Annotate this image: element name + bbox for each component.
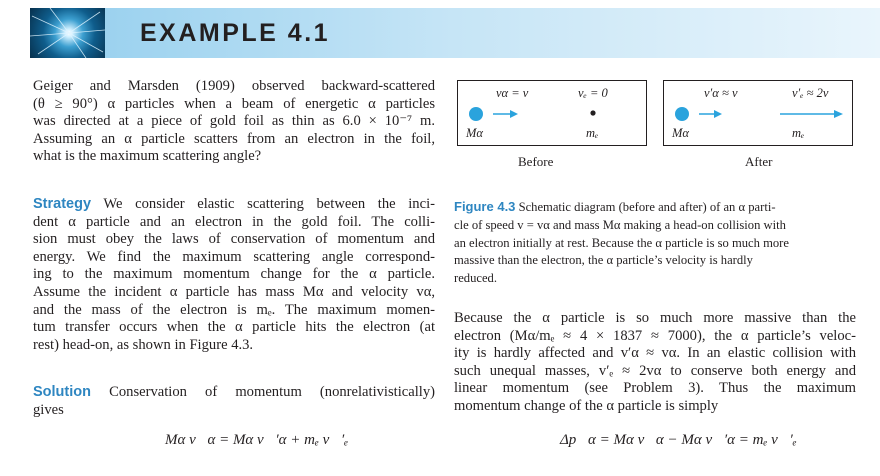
solution-label: Solution bbox=[33, 384, 91, 400]
discussion-paragraph bbox=[454, 310, 856, 416]
starburst-icon bbox=[30, 8, 105, 58]
discussion-line: Because the α particle is so much more massive than the bbox=[454, 310, 856, 326]
strategy-line: dent α particle and an electron in the gold foil. The colli- bbox=[33, 213, 435, 230]
solution-line: Conservation of momentum (nonrelativistically) bbox=[91, 384, 435, 400]
strategy-line: sion must obey the laws of conservation of momentum and bbox=[33, 231, 435, 248]
electron-velocity-after: v′ₑ ≈ 2v bbox=[792, 86, 829, 100]
caption-line: cle of speed v = vα and mass Mα making a head-on collision with bbox=[454, 217, 786, 232]
problem-statement bbox=[33, 78, 435, 166]
electron-mass-after: mₑ bbox=[792, 126, 805, 140]
before-label: Before bbox=[518, 154, 554, 169]
solution-paragraph bbox=[33, 384, 435, 419]
caption-line: Schematic diagram (before and after) of an α parti- bbox=[515, 200, 776, 214]
discussion-line: such unequal masses, v′ₑ ≈ 2vα to conserve both energy and bbox=[454, 362, 856, 379]
strategy-paragraph bbox=[33, 196, 435, 354]
example-title: EXAMPLE 4.1 bbox=[140, 19, 331, 47]
strategy-line: and the mass of the electron is mₑ. The maximum momen- bbox=[33, 301, 435, 318]
after-label: After bbox=[745, 154, 773, 169]
alpha-velocity-after: v′α ≈ v bbox=[704, 86, 738, 100]
electron-mass-before: mₑ bbox=[586, 126, 599, 140]
problem-line: was directed at a piece of gold foil as thin as 6.0 × 10⁻⁷ m. bbox=[33, 113, 435, 130]
discussion-line: linear momentum (see Problem 3). Thus the maximum bbox=[454, 380, 856, 397]
discussion-line: electron (Mα/mₑ ≈ 4 × 1837 ≈ 7000), the α particle’s veloc- bbox=[454, 327, 856, 344]
alpha-mass-after: Mα bbox=[672, 126, 689, 140]
strategy-line: We consider elastic scattering between the inci- bbox=[91, 196, 435, 212]
strategy-label: Strategy bbox=[33, 196, 92, 212]
figure-label: Figure 4.3 bbox=[454, 199, 516, 214]
caption-line: massive than the electron, the α particle’s velocity is hardly bbox=[454, 253, 753, 268]
alpha-velocity-before: vα = v bbox=[496, 86, 529, 100]
before-panel bbox=[457, 80, 647, 146]
strategy-line: ing to the maximum momentum change for the α particle. bbox=[33, 266, 435, 283]
problem-line: (θ ≥ 90°) α particles when a beam of energetic α particles bbox=[33, 95, 435, 112]
electron-velocity-before: vₑ = 0 bbox=[578, 86, 608, 100]
example-header bbox=[30, 8, 880, 58]
momentum-conservation-equation: Mα v⃗α = Mα v⃗′α + mₑ v⃗′ₑ bbox=[165, 432, 349, 448]
caption-line: an electron initially at rest. Because the α particle is so much more bbox=[454, 235, 789, 250]
figure-caption bbox=[454, 198, 854, 288]
solution-line: gives bbox=[33, 401, 64, 418]
strategy-line: rest) head-on, as shown in Figure 4.3. bbox=[33, 336, 254, 353]
strategy-line: Assume the incident α particle has mass Mα and velocity vα, bbox=[33, 283, 435, 300]
discussion-line: ity is hardly affected and v′α ≈ vα. In an elastic collision with bbox=[454, 345, 856, 362]
alpha-mass-before: Mα bbox=[466, 126, 483, 140]
problem-line: Assuming an α particle scatters from an electron in the foil, bbox=[33, 130, 435, 147]
strategy-line: energy. We find the maximum scattering angle correspond- bbox=[33, 248, 435, 265]
momentum-change-equation: Δp⃗α = Mα v⃗α − Mα v⃗′α = mₑ v⃗′ₑ bbox=[560, 432, 797, 448]
problem-line: Geiger and Marsden (1909) observed backward-scattered bbox=[33, 78, 435, 94]
discussion-line: momentum change of the α particle is simply bbox=[454, 397, 719, 414]
strategy-line: tum transfer occurs when the α particle hits the electron (at bbox=[33, 319, 435, 336]
caption-line: reduced. bbox=[454, 271, 498, 286]
problem-line: what is the maximum scattering angle? bbox=[33, 148, 262, 165]
